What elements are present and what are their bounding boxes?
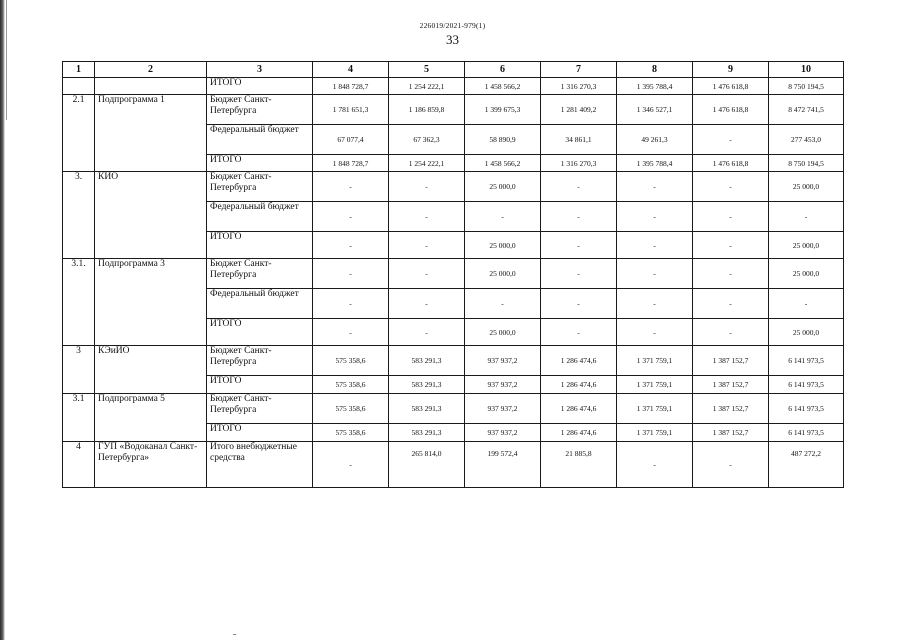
value-cell: 49 261,3 — [617, 125, 693, 155]
value-cell: 1 371 759,1 — [617, 376, 693, 394]
program-cell — [95, 78, 207, 95]
header-cell: 9 — [693, 62, 769, 78]
scan-edge-mark — [6, 0, 7, 120]
value-cell: 67 362,3 — [389, 125, 465, 155]
value-cell: 25 000,0 — [465, 172, 541, 202]
scan-speck — [233, 634, 236, 635]
value-cell: - — [313, 289, 389, 319]
value-cell: 1 848 728,7 — [313, 78, 389, 95]
value-cell: 575 358,6 — [313, 394, 389, 424]
value-cell: 25 000,0 — [769, 259, 844, 289]
value-cell: 1 371 759,1 — [617, 424, 693, 442]
value-cell: 1 371 759,1 — [617, 346, 693, 376]
value-cell: 58 890,9 — [465, 125, 541, 155]
value-cell: 583 291,3 — [389, 424, 465, 442]
value-cell: 25 000,0 — [769, 232, 844, 259]
source-cell: ИТОГО — [207, 78, 313, 95]
header-cell: 4 — [313, 62, 389, 78]
header-cell: 1 — [63, 62, 95, 78]
table-row — [63, 442, 844, 488]
value-cell: - — [693, 202, 769, 232]
value-cell: 1 254 222,1 — [389, 155, 465, 172]
value-cell: 1 346 527,1 — [617, 95, 693, 125]
document-number: 226019/2021-979(1) — [419, 21, 486, 30]
value-cell: 1 286 474,6 — [541, 346, 617, 376]
value-cell: - — [541, 289, 617, 319]
value-cell: - — [313, 259, 389, 289]
table-row — [63, 78, 844, 95]
value-cell: - — [617, 202, 693, 232]
value-cell: 1 281 409,2 — [541, 95, 617, 125]
value-cell: - — [313, 319, 389, 346]
value-cell: 25 000,0 — [769, 172, 844, 202]
program-cell: КЭиИО — [95, 346, 207, 394]
value-cell: - — [389, 202, 465, 232]
header-cell: 3 — [207, 62, 313, 78]
value-cell: 6 141 973,5 — [769, 424, 844, 442]
value-cell: 8 472 741,5 — [769, 95, 844, 125]
source-cell: ИТОГО — [207, 155, 313, 172]
value-cell: - — [313, 172, 389, 202]
value-cell: - — [313, 442, 389, 488]
row-number-cell — [63, 78, 95, 95]
row-number-cell: 4 — [63, 442, 95, 488]
value-cell: 575 358,6 — [313, 424, 389, 442]
value-cell: - — [389, 289, 465, 319]
value-cell: 25 000,0 — [465, 259, 541, 289]
value-cell: 937 937,2 — [465, 376, 541, 394]
value-cell: 1 371 759,1 — [617, 394, 693, 424]
row-number-cell: 3.1. — [63, 259, 95, 346]
value-cell: 67 077,4 — [313, 125, 389, 155]
value-cell: - — [693, 125, 769, 155]
value-cell: - — [693, 289, 769, 319]
value-cell: 575 358,6 — [313, 376, 389, 394]
source-cell: ИТОГО — [207, 232, 313, 259]
value-cell: - — [693, 259, 769, 289]
header-cell: 10 — [769, 62, 844, 78]
value-cell: - — [617, 442, 693, 488]
source-cell: Бюджет Санкт-Петербурга — [207, 346, 313, 376]
program-cell: Подпрограмма 5 — [95, 394, 207, 442]
source-cell: ИТОГО — [207, 319, 313, 346]
value-cell: 1 186 859,8 — [389, 95, 465, 125]
source-cell: Бюджет Санкт-Петербурга — [207, 259, 313, 289]
value-cell: 487 272,2 — [769, 442, 844, 488]
table-row — [63, 172, 844, 202]
value-cell: - — [389, 232, 465, 259]
value-cell: - — [541, 259, 617, 289]
value-cell: - — [617, 289, 693, 319]
value-cell: - — [693, 319, 769, 346]
value-cell: 34 861,1 — [541, 125, 617, 155]
source-cell: Бюджет Санкт-Петербурга — [207, 394, 313, 424]
value-cell: 25 000,0 — [465, 319, 541, 346]
source-cell: Итого внебюджетные средства — [207, 442, 313, 488]
table-row — [63, 394, 844, 424]
value-cell: - — [313, 232, 389, 259]
value-cell: 1 316 270,3 — [541, 78, 617, 95]
value-cell: - — [617, 232, 693, 259]
value-cell: 1 458 566,2 — [465, 155, 541, 172]
value-cell: 21 885,8 — [541, 442, 617, 488]
value-cell: 1 458 566,2 — [465, 78, 541, 95]
value-cell: 8 750 194,5 — [769, 155, 844, 172]
table-header-row — [63, 62, 844, 78]
value-cell: - — [769, 202, 844, 232]
value-cell: - — [617, 172, 693, 202]
scan-edge-shadow — [0, 0, 5, 640]
table-row — [63, 346, 844, 376]
value-cell: 1 476 618,8 — [693, 78, 769, 95]
value-cell: 583 291,3 — [389, 394, 465, 424]
value-cell: 583 291,3 — [389, 346, 465, 376]
row-number-cell: 3.1 — [63, 394, 95, 442]
value-cell: 25 000,0 — [465, 232, 541, 259]
value-cell: 6 141 973,5 — [769, 376, 844, 394]
value-cell: - — [541, 232, 617, 259]
value-cell: - — [389, 172, 465, 202]
value-cell: 265 814,0 — [389, 442, 465, 488]
header-cell: 2 — [95, 62, 207, 78]
value-cell: - — [313, 202, 389, 232]
value-cell: 937 937,2 — [465, 424, 541, 442]
value-cell: 199 572,4 — [465, 442, 541, 488]
value-cell: - — [465, 289, 541, 319]
value-cell: - — [693, 232, 769, 259]
value-cell: 583 291,3 — [389, 376, 465, 394]
budget-table — [62, 61, 844, 488]
value-cell: 1 286 474,6 — [541, 424, 617, 442]
value-cell: - — [769, 289, 844, 319]
value-cell: 6 141 973,5 — [769, 346, 844, 376]
value-cell: 25 000,0 — [769, 319, 844, 346]
header-cell: 6 — [465, 62, 541, 78]
source-cell: ИТОГО — [207, 424, 313, 442]
value-cell: - — [541, 319, 617, 346]
value-cell: 8 750 194,5 — [769, 78, 844, 95]
value-cell: - — [693, 442, 769, 488]
header-cell: 8 — [617, 62, 693, 78]
row-number-cell: 2.1 — [63, 95, 95, 172]
value-cell: 1 387 152,7 — [693, 346, 769, 376]
value-cell: 1 254 222,1 — [389, 78, 465, 95]
row-number-cell: 3 — [63, 346, 95, 394]
program-cell: ГУП «Водоканал Санкт-Петербурга» — [95, 442, 207, 488]
header-cell: 5 — [389, 62, 465, 78]
value-cell: - — [541, 172, 617, 202]
value-cell: 575 358,6 — [313, 346, 389, 376]
table-row — [63, 259, 844, 289]
value-cell: 1 316 270,3 — [541, 155, 617, 172]
value-cell: 1 476 618,8 — [693, 95, 769, 125]
value-cell: 937 937,2 — [465, 346, 541, 376]
value-cell: 1 286 474,6 — [541, 394, 617, 424]
value-cell: - — [693, 172, 769, 202]
source-cell: ИТОГО — [207, 376, 313, 394]
value-cell: 1 476 618,8 — [693, 155, 769, 172]
value-cell: - — [617, 319, 693, 346]
value-cell: 1 395 788,4 — [617, 78, 693, 95]
source-cell: Бюджет Санкт-Петербурга — [207, 172, 313, 202]
value-cell: 1 286 474,6 — [541, 376, 617, 394]
source-cell: Федеральный бюджет — [207, 202, 313, 232]
source-cell: Федеральный бюджет — [207, 125, 313, 155]
value-cell: - — [617, 259, 693, 289]
value-cell: - — [465, 202, 541, 232]
header-cell: 7 — [541, 62, 617, 78]
value-cell: - — [389, 319, 465, 346]
value-cell: 6 141 973,5 — [769, 394, 844, 424]
value-cell: 1 387 152,7 — [693, 424, 769, 442]
value-cell: 1 387 152,7 — [693, 376, 769, 394]
value-cell: - — [541, 202, 617, 232]
program-cell: КИО — [95, 172, 207, 259]
value-cell: - — [389, 259, 465, 289]
row-number-cell: 3. — [63, 172, 95, 259]
source-cell: Федеральный бюджет — [207, 289, 313, 319]
value-cell: 1 848 728,7 — [313, 155, 389, 172]
source-cell: Бюджет Санкт-Петербурга — [207, 95, 313, 125]
value-cell: 1 387 152,7 — [693, 394, 769, 424]
value-cell: 1 395 788,4 — [617, 155, 693, 172]
value-cell: 937 937,2 — [465, 394, 541, 424]
value-cell: 277 453,0 — [769, 125, 844, 155]
page-number: 33 — [446, 32, 459, 47]
table-row — [63, 95, 844, 125]
program-cell: Подпрограмма 1 — [95, 95, 207, 172]
program-cell: Подпрограмма 3 — [95, 259, 207, 346]
value-cell: 1 399 675,3 — [465, 95, 541, 125]
value-cell: 1 781 651,3 — [313, 95, 389, 125]
